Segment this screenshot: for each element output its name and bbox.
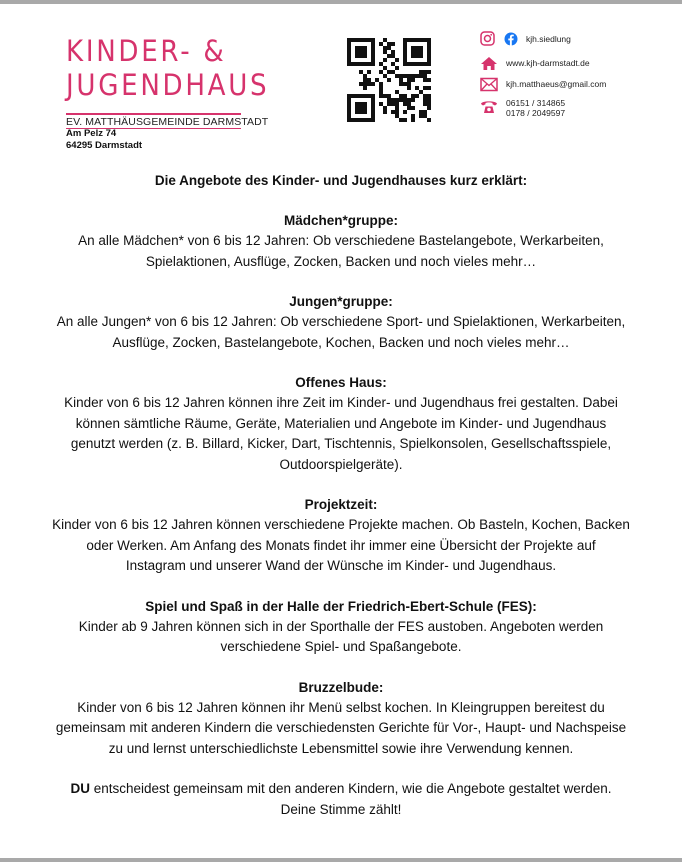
section-projektzeit	[0, 495, 682, 577]
section-line: Spielaktionen, Ausflüge, Zocken, Backen und noch vieles mehr…	[145, 253, 537, 269]
section-maedchengruppe	[0, 211, 682, 272]
section-line: Kinder von 6 bis 12 Jahren können ihr Menü selbst kochen. In Kleingruppen bereitest du	[77, 699, 605, 715]
section-line: Kinder von 6 bis 12 Jahren können ihre Zeit im Kinder- und Jugendhaus frei gestalten. Dabei	[64, 395, 618, 410]
section-line: An alle Jungen* von 6 bis 12 Jahren: Ob verschiedene Sport- und Spielaktionen, Werkarbeiten,	[56, 314, 626, 329]
phone-icon	[480, 99, 498, 114]
section-line: verschiedene Spiel- und Spaßangebote.	[220, 639, 462, 654]
section-line: zu und lernst unterschiedlichste Lebensmittel sowie ihre Verwendung kennen.	[108, 740, 574, 756]
social-handle[interactable]: kjh.siedlung	[526, 33, 571, 44]
section-line: Outdoorspielgeräte).	[279, 456, 403, 472]
top-border	[0, 0, 682, 4]
closing-emphasis: DU	[70, 781, 90, 796]
home-icon	[480, 56, 498, 71]
website-link[interactable]: www.kjh-darmstadt.de	[506, 58, 590, 68]
closing-statement	[0, 779, 682, 820]
closing-line-1: entscheidest gemeinsam mit den anderen Kindern, wie die Angebote gestaltet werden.	[89, 781, 612, 796]
address-street: Am Pelz 74	[66, 128, 117, 139]
section-line: Kinder von 6 bis 12 Jahren können verschiedene Projekte machen. Ob Basteln, Kochen, Backen	[52, 517, 630, 532]
closing-line-2: Deine Stimme zählt!	[280, 801, 402, 817]
section-line: können sämtliche Räume, Geräte, Materialien und Angebote im Kinder- und Jugendhaus	[75, 415, 607, 431]
section-heading: Spiel und Spaß in der Halle der Friedrich-Ebert-Schule (FES):	[145, 598, 537, 614]
email-row	[480, 77, 606, 92]
bottom-border	[0, 858, 682, 862]
section-heading: Offenes Haus:	[295, 375, 387, 390]
organization-name: EV. MATTHÄUSGEMEINDE DARMSTADT	[66, 116, 269, 128]
section-heading: Mädchen*gruppe:	[283, 213, 398, 228]
email-address[interactable]: kjh.matthaeus@gmail.com	[506, 79, 607, 89]
section-offenes-haus	[0, 373, 682, 475]
section-line: Instagram und unserer Wand der Wünsche im Kinder- und Jugendhaus.	[125, 558, 557, 573]
document-body	[0, 171, 682, 820]
section-line: Ausflüge, Zocken, Bastelangebote, Kochen, Backen und noch vieles mehr…	[112, 334, 570, 350]
section-jungengruppe	[0, 292, 682, 353]
phone-number-2[interactable]: 0178 / 2049597	[506, 107, 566, 118]
section-spiel-und-spass	[0, 597, 682, 658]
logo-rule	[66, 113, 241, 115]
section-line: Kinder ab 9 Jahren können sich in der Sporthalle der FES austoben. Angeboten werden	[78, 618, 604, 634]
logo-line-2: JUGENDHAUS	[66, 68, 270, 102]
mail-icon	[480, 77, 498, 92]
document-title: Die Angebote des Kinder- und Jugendhauses kurz erklärt:	[154, 173, 528, 188]
section-bruzzelbude	[0, 678, 682, 760]
section-line: oder Werken. Am Anfang des Monats findet ihr immer eine Übersicht der Projekte auf	[86, 537, 596, 553]
section-line: genutzt werden (z. B. Billard, Kicker, Dart, Tischtennis, Spielkonsolen, Gesellschaftsspiele,	[70, 436, 612, 451]
phone-row	[480, 99, 565, 118]
facebook-icon[interactable]	[504, 32, 518, 46]
phone-number-1[interactable]: 06151 / 314865	[506, 98, 566, 108]
qr-code[interactable]	[347, 38, 431, 122]
section-line: gemeinsam mit anderen Kindern die verschiedensten Gerichte für Vor-, Haupt- und Nachspeise	[55, 720, 627, 735]
website-row	[480, 56, 590, 71]
section-heading: Bruzzelbude:	[298, 679, 384, 695]
address-city: 64295 Darmstadt	[66, 140, 143, 151]
section-line: An alle Mädchen* von 6 bis 12 Jahren: Ob verschiedene Bastelangebote, Werkarbeiten,	[78, 233, 604, 248]
section-heading: Jungen*gruppe:	[289, 294, 393, 309]
logo-line-1: KINDER- &	[66, 34, 227, 68]
instagram-icon[interactable]	[480, 31, 495, 46]
section-heading: Projektzeit:	[304, 497, 378, 512]
social-row	[480, 31, 571, 46]
logo	[66, 34, 270, 102]
